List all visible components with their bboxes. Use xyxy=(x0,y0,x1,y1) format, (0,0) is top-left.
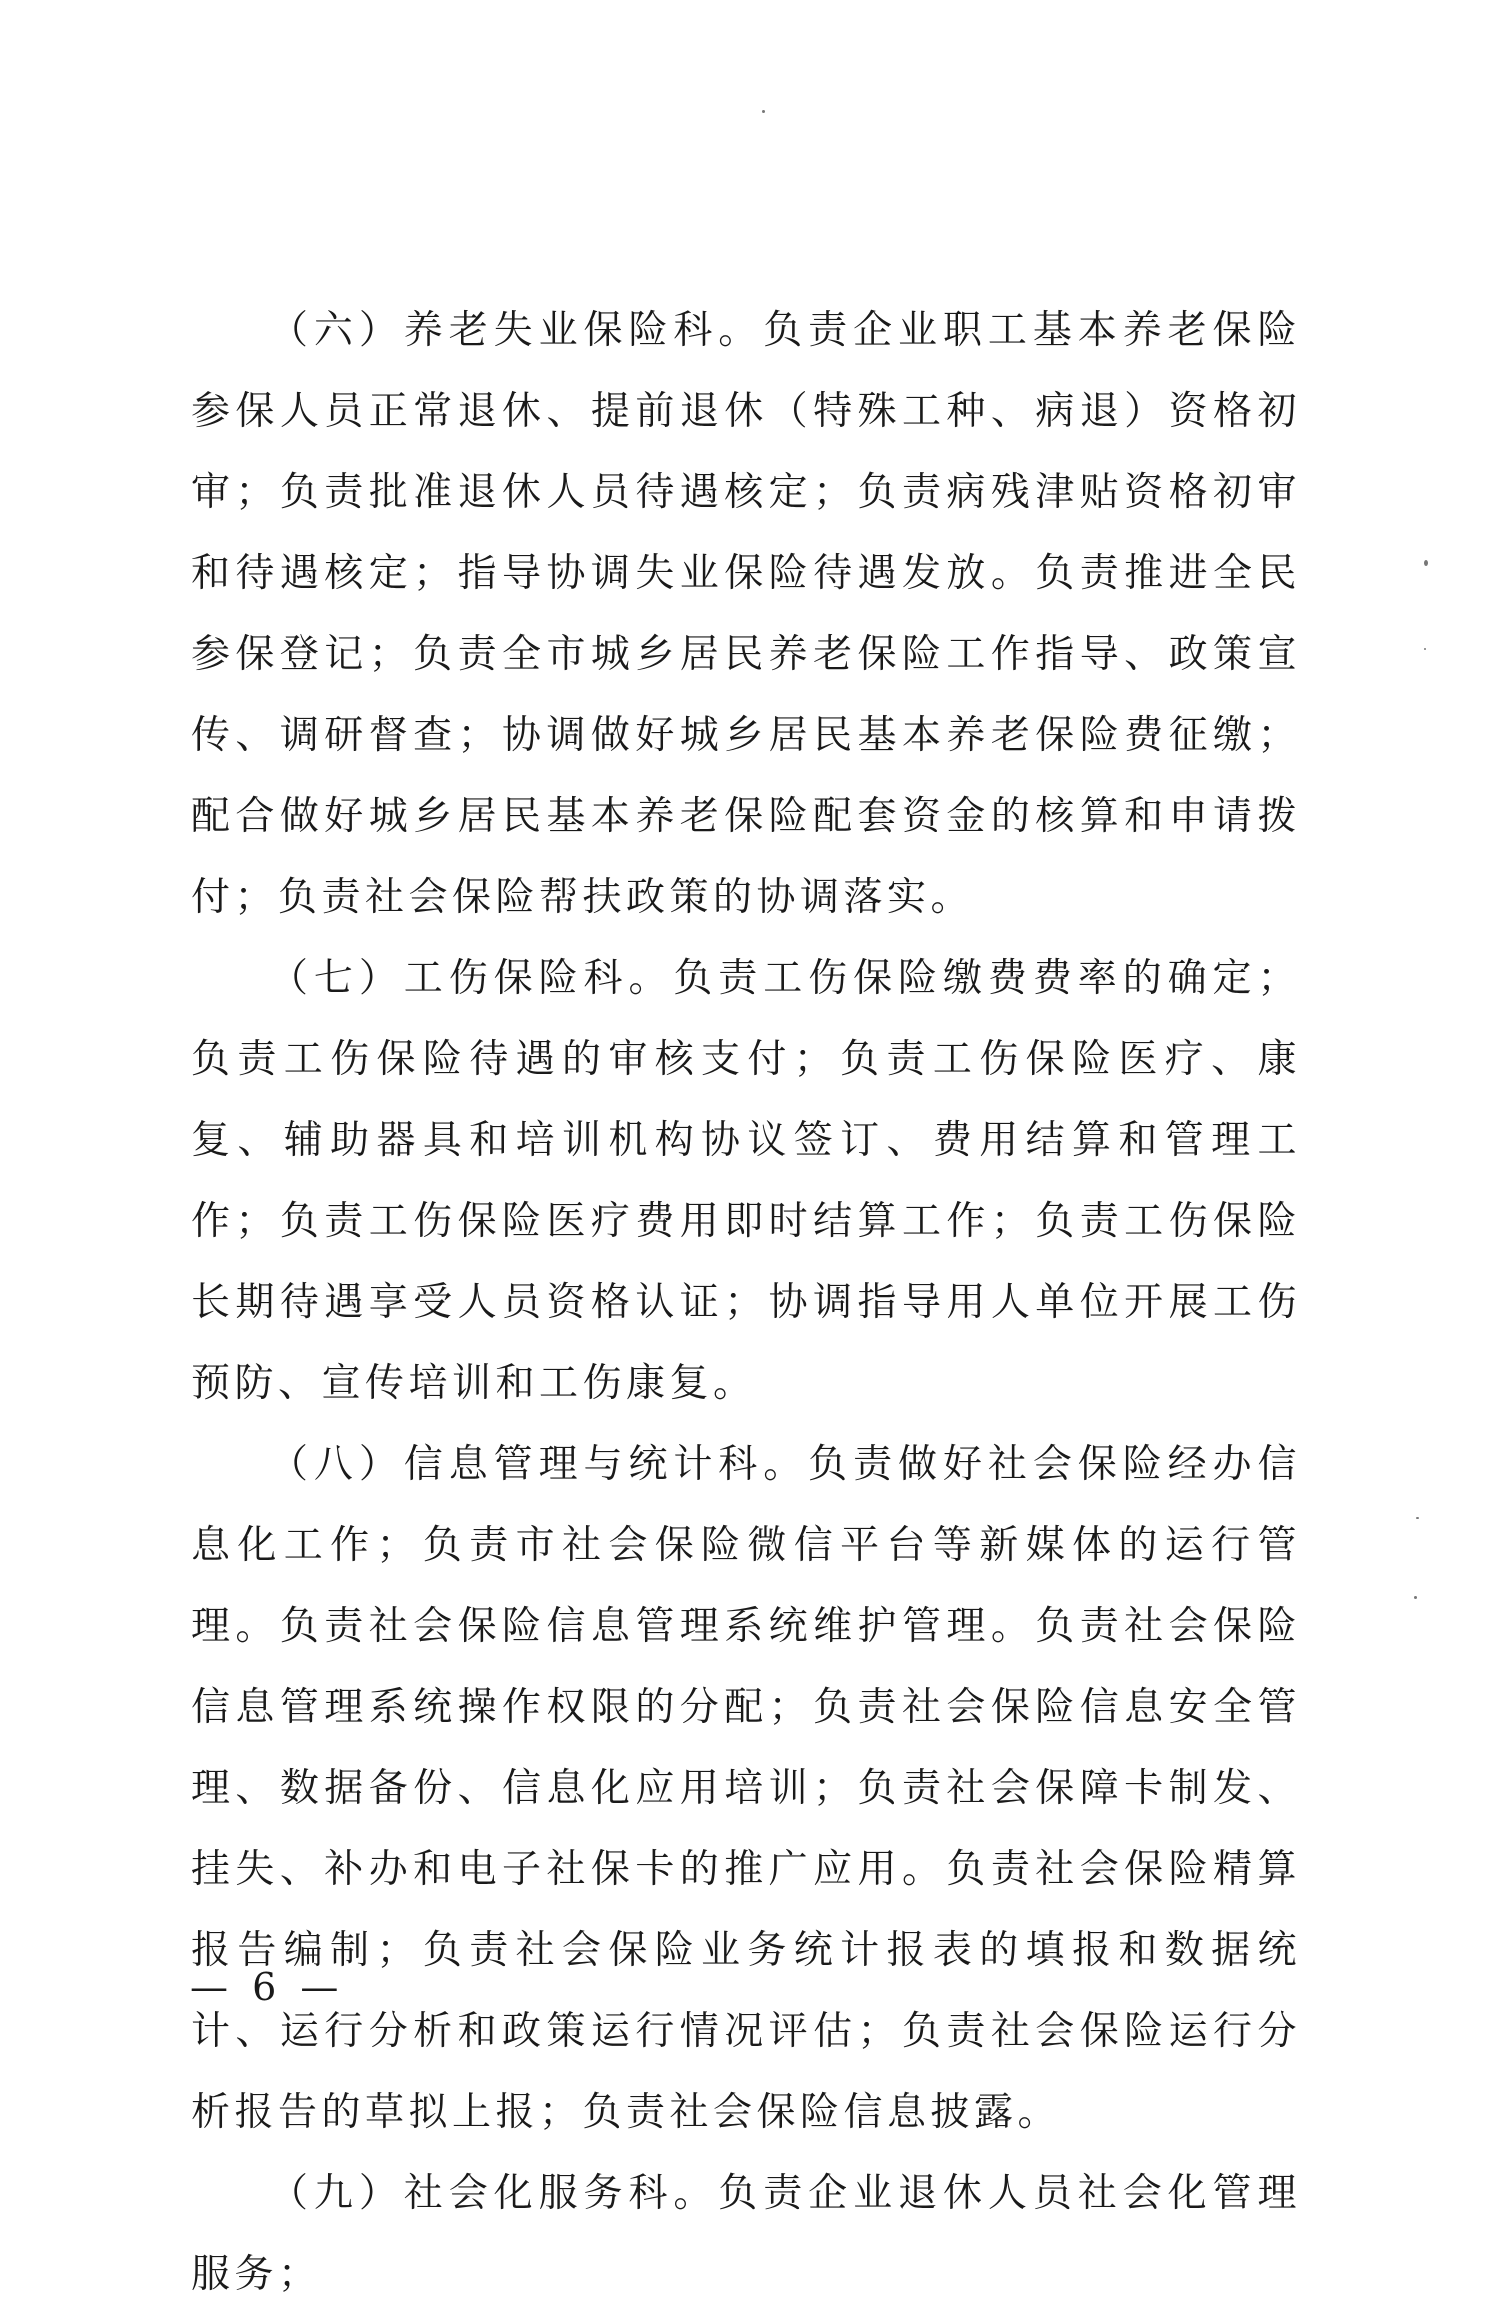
scan-speck xyxy=(1424,648,1426,650)
paragraph-work-injury-section: （七）工伤保险科。负责工伤保险缴费费率的确定；负责工伤保险待遇的审核支付；负责工伤保险医疗、康复、辅助器具和培训机构协议签订、费用结算和管理工作；负责工伤保险医疗费用即时结算工作；负责工伤保险长期待遇享受人员资格认证；协调指导用人单位开展工伤预防、宣传培训和工伤康复。 xyxy=(191,956,1301,1406)
scan-speck xyxy=(1416,1517,1419,1519)
scan-speck xyxy=(762,110,765,113)
paragraph-pension-unemployment-section: （六）养老失业保险科。负责企业职工基本养老保险参保人员正常退休、提前退休（特殊工种、病退）资格初审；负责批准退休人员待遇核定；负责病残津贴资格初审和待遇核定；指导协调失业保险待遇发放。负责推进全民参保登记；负责全市城乡居民养老保险工作指导、政策宣传、调研督查；协调做好城乡居民基本养老保险费征缴；配合做好城乡居民基本养老保险配套资金的核算和申请拨付；负责社会保险帮扶政策的协调落实。 xyxy=(191,308,1301,920)
paragraph-information-statistics-section: （八）信息管理与统计科。负责做好社会保险经办信息化工作；负责市社会保险微信平台等新媒体的运行管理。负责社会保险信息管理系统维护管理。负责社会保险信息管理系统操作权限的分配；负责社会保险信息安全管理、数据备份、信息化应用培训；负责社会保障卡制发、挂失、补办和电子社保卡的推广应用。负责社会保险精算报告编制；负责社会保险业务统计报表的填报和数据统计、运行分析和政策运行情况评估；负责社会保险运行分析报告的草拟上报；负责社会保险信息披露。 xyxy=(191,1442,1301,2135)
scan-speck xyxy=(1414,1596,1417,1599)
document-body xyxy=(191,290,1301,2315)
page-number: — 6 — xyxy=(190,1965,345,2009)
paragraph-social-service-section: （九）社会化服务科。负责企业退休人员社会化管理服务； xyxy=(191,2171,1301,2297)
scan-speck xyxy=(1424,560,1428,566)
